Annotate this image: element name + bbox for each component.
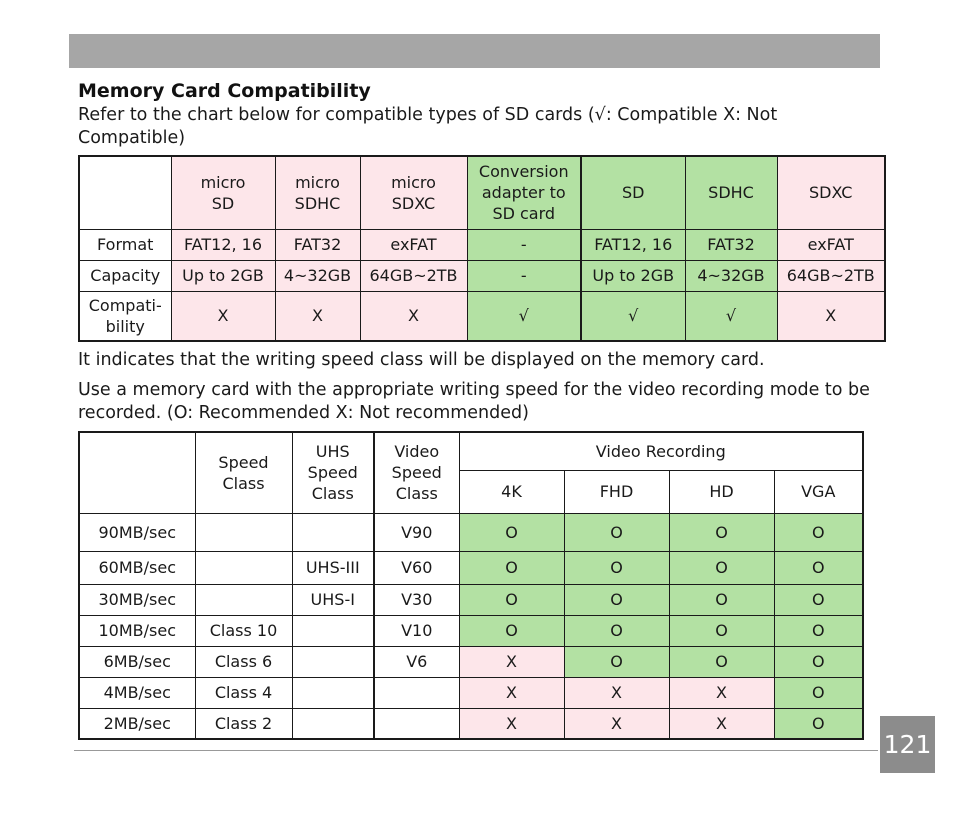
uhs-cell: [292, 708, 374, 739]
cell: FAT12, 16: [581, 229, 685, 260]
video-speed-cell: V90: [374, 513, 459, 551]
cell: √: [581, 291, 685, 341]
table-row: [79, 260, 885, 291]
section-title: Memory Card Compatibility: [78, 80, 371, 102]
uhs-cell: [292, 615, 374, 646]
header-hd: HD: [669, 470, 774, 513]
mode-cell: O: [459, 513, 564, 551]
table-row: [79, 646, 863, 677]
rate-cell: 60MB/sec: [79, 551, 195, 584]
speed-class-table: [78, 431, 864, 740]
mode-cell: O: [564, 513, 669, 551]
header-micro-sd: micro SD: [171, 156, 275, 229]
mode-cell: O: [669, 551, 774, 584]
row-label-capacity: Capacity: [79, 260, 171, 291]
header-adapter: Conversion adapter to SD card: [467, 156, 581, 229]
video-speed-cell: [374, 708, 459, 739]
speed-class-cell: [195, 513, 292, 551]
header-bar: [69, 34, 880, 68]
compatibility-table: [78, 155, 886, 342]
mode-cell: O: [459, 551, 564, 584]
video-speed-cell: [374, 677, 459, 708]
corner-cell: [79, 432, 195, 513]
cell: FAT32: [275, 229, 360, 260]
mode-cell: X: [669, 677, 774, 708]
recording-speed-note: Use a memory card with the appropriate writing speed for the video recording mode to be recorded. (O: Recommended X: Not recommended): [78, 380, 870, 423]
cell: exFAT: [360, 229, 467, 260]
cell: FAT32: [685, 229, 777, 260]
table-row: [79, 677, 863, 708]
page-number: 121: [880, 716, 935, 773]
cell: exFAT: [777, 229, 885, 260]
mode-cell: O: [564, 551, 669, 584]
mode-cell: O: [459, 615, 564, 646]
mode-cell: X: [459, 677, 564, 708]
cell: 64GB~2TB: [777, 260, 885, 291]
header-4k: 4K: [459, 470, 564, 513]
mode-cell: X: [459, 646, 564, 677]
cell: 4~32GB: [275, 260, 360, 291]
mode-cell: O: [774, 677, 863, 708]
mode-cell: O: [774, 584, 863, 615]
header-vga: VGA: [774, 470, 863, 513]
video-speed-cell: V10: [374, 615, 459, 646]
rate-cell: 10MB/sec: [79, 615, 195, 646]
table-row: [79, 551, 863, 584]
table-row: [79, 291, 885, 341]
cell: Up to 2GB: [581, 260, 685, 291]
uhs-cell: UHS-I: [292, 584, 374, 615]
mode-cell: O: [774, 551, 863, 584]
speed-class-cell: Class 4: [195, 677, 292, 708]
mode-cell: X: [564, 708, 669, 739]
rate-cell: 30MB/sec: [79, 584, 195, 615]
header-video-recording: Video Recording: [459, 432, 863, 470]
table-row: [79, 615, 863, 646]
cell: X: [777, 291, 885, 341]
mode-cell: O: [774, 646, 863, 677]
speed-class-cell: Class 2: [195, 708, 292, 739]
mode-cell: O: [774, 513, 863, 551]
video-speed-cell: V60: [374, 551, 459, 584]
cell: 4~32GB: [685, 260, 777, 291]
cell: X: [360, 291, 467, 341]
header-uhs-speed-class: UHS Speed Class: [292, 432, 374, 513]
header-sdxc: SDXC: [777, 156, 885, 229]
cell: FAT12, 16: [171, 229, 275, 260]
speed-class-cell: Class 6: [195, 646, 292, 677]
mode-cell: O: [564, 615, 669, 646]
rate-cell: 90MB/sec: [79, 513, 195, 551]
rate-cell: 6MB/sec: [79, 646, 195, 677]
row-label-format: Format: [79, 229, 171, 260]
speed-class-cell: [195, 551, 292, 584]
cell: X: [171, 291, 275, 341]
intro-text: Refer to the chart below for compatible types of SD cards (√: Compatible X: Not Compatible): [78, 105, 778, 148]
mode-cell: X: [459, 708, 564, 739]
mode-cell: O: [669, 646, 774, 677]
header-micro-sdhc: micro SDHC: [275, 156, 360, 229]
cell: Up to 2GB: [171, 260, 275, 291]
header-video-speed-class: Video Speed Class: [374, 432, 459, 513]
video-speed-cell: V30: [374, 584, 459, 615]
rate-cell: 2MB/sec: [79, 708, 195, 739]
mode-cell: O: [669, 615, 774, 646]
uhs-cell: [292, 513, 374, 551]
table-row: [79, 708, 863, 739]
header-fhd: FHD: [564, 470, 669, 513]
cell: √: [467, 291, 581, 341]
cell: -: [467, 229, 581, 260]
uhs-cell: [292, 646, 374, 677]
mode-cell: O: [774, 615, 863, 646]
row-label-compatibility: Compati- bility: [79, 291, 171, 341]
header-sdhc: SDHC: [685, 156, 777, 229]
corner-cell: [79, 156, 171, 229]
mode-cell: X: [669, 708, 774, 739]
mode-cell: O: [564, 646, 669, 677]
mode-cell: O: [564, 584, 669, 615]
table-row: [79, 229, 885, 260]
cell: X: [275, 291, 360, 341]
speed-class-note: It indicates that the writing speed class will be displayed on the memory card.: [78, 350, 765, 370]
uhs-cell: UHS-III: [292, 551, 374, 584]
rate-cell: 4MB/sec: [79, 677, 195, 708]
cell: √: [685, 291, 777, 341]
cell: 64GB~2TB: [360, 260, 467, 291]
footer-divider: [74, 750, 878, 751]
uhs-cell: [292, 677, 374, 708]
header-micro-sdxc: micro SDXC: [360, 156, 467, 229]
mode-cell: O: [669, 513, 774, 551]
header-sd: SD: [581, 156, 685, 229]
header-speed-class: Speed Class: [195, 432, 292, 513]
table-row: [79, 513, 863, 551]
speed-class-cell: [195, 584, 292, 615]
mode-cell: O: [669, 584, 774, 615]
video-speed-cell: V6: [374, 646, 459, 677]
mode-cell: O: [459, 584, 564, 615]
table-row: [79, 584, 863, 615]
mode-cell: O: [774, 708, 863, 739]
mode-cell: X: [564, 677, 669, 708]
cell: -: [467, 260, 581, 291]
speed-class-cell: Class 10: [195, 615, 292, 646]
